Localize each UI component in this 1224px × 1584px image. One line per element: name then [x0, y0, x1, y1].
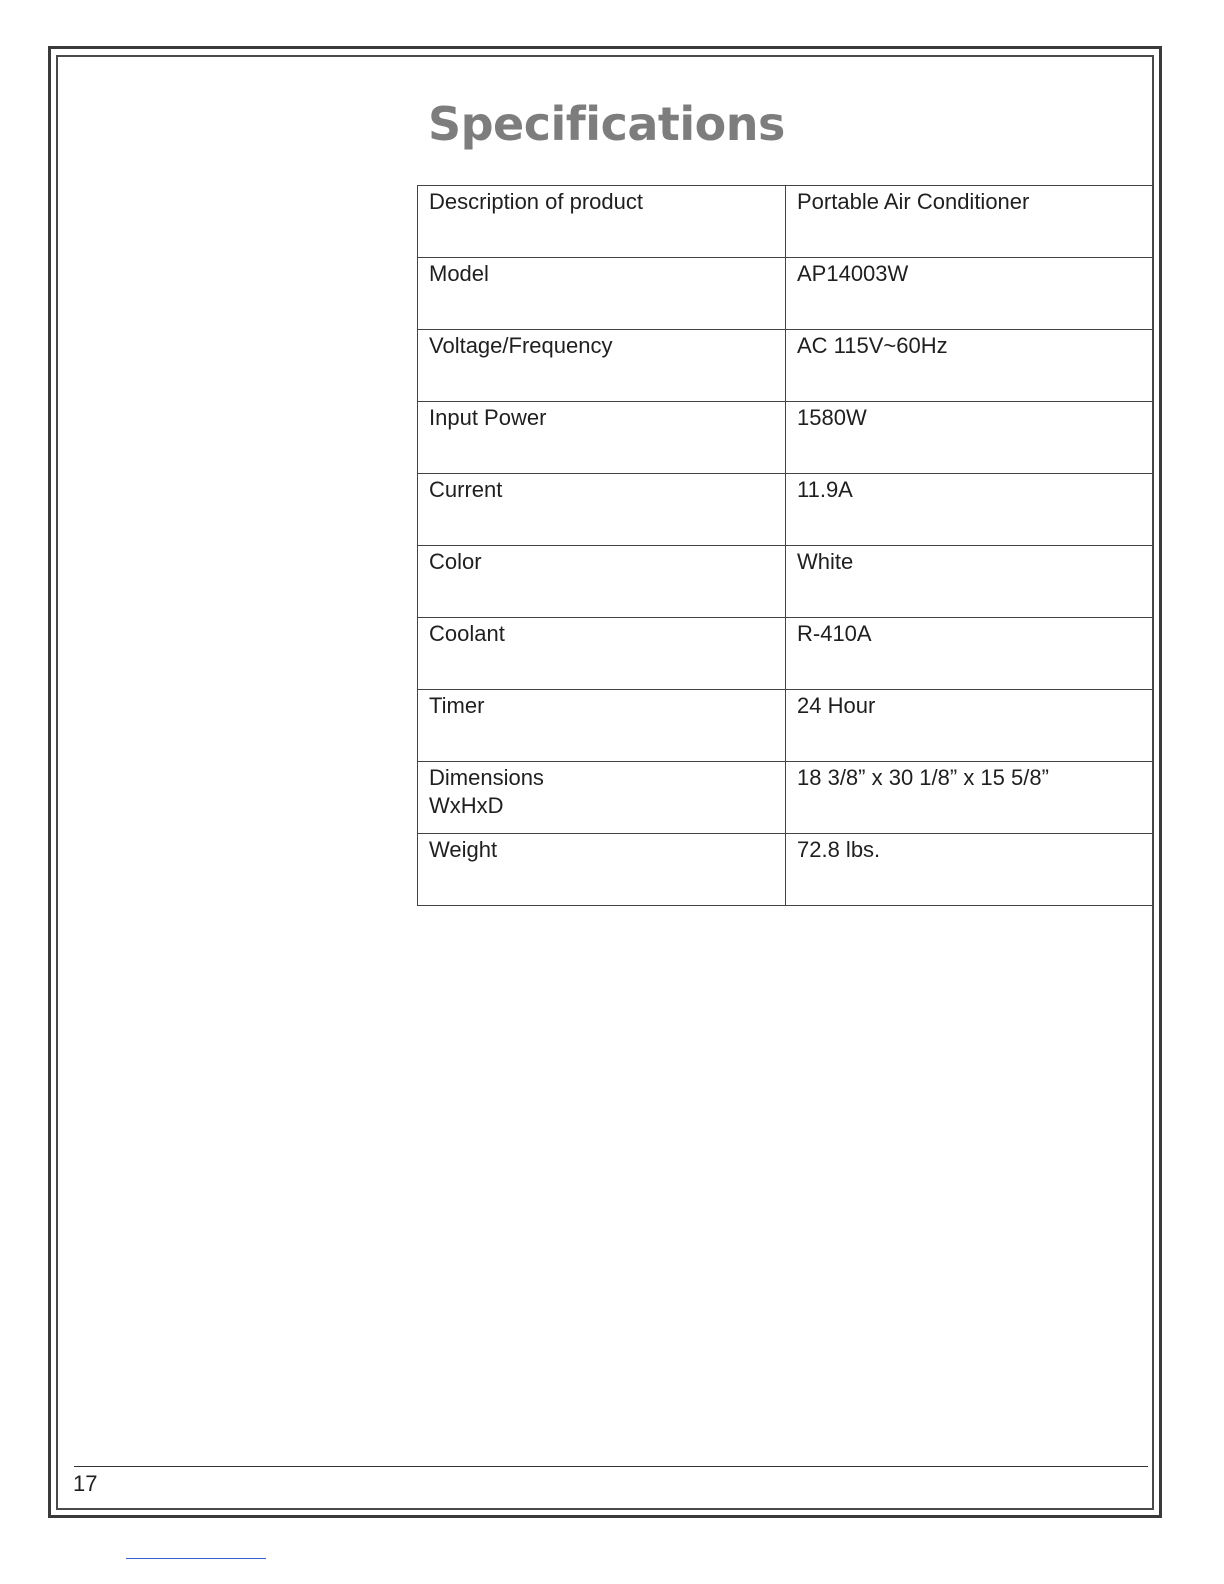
table-row — [418, 618, 1154, 690]
table-row — [418, 546, 1154, 618]
spec-label: Current — [429, 477, 503, 502]
spec-value-cell — [786, 834, 1154, 906]
page-title: Specifications — [428, 97, 785, 151]
spec-value-cell — [786, 762, 1154, 834]
spec-label-cell — [418, 618, 786, 690]
spec-value-cell — [786, 402, 1154, 474]
spec-value-cell — [786, 474, 1154, 546]
spec-value: 1580W — [797, 405, 867, 430]
spec-value: R-410A — [797, 621, 872, 646]
table-row — [418, 402, 1154, 474]
spec-label-cell — [418, 186, 786, 258]
spec-label-cell — [418, 258, 786, 330]
spec-label-cell — [418, 834, 786, 906]
spec-value-cell — [786, 330, 1154, 402]
spec-label-cell — [418, 402, 786, 474]
table-row — [418, 762, 1154, 834]
spec-value-cell — [786, 690, 1154, 762]
spec-label: Voltage/Frequency — [429, 333, 613, 358]
table-row — [418, 474, 1154, 546]
spec-value: AC 115V~60Hz — [797, 333, 948, 358]
spec-label: Dimensions WxHxD — [429, 765, 544, 818]
table-row — [418, 258, 1154, 330]
spec-value: 72.8 lbs. — [797, 837, 881, 862]
spec-label: Timer — [429, 693, 485, 718]
spec-value-cell — [786, 546, 1154, 618]
spec-value: White — [797, 549, 854, 574]
page-number: 17 — [73, 1471, 98, 1496]
spec-value-cell — [786, 258, 1154, 330]
table-row — [418, 330, 1154, 402]
spec-value-cell — [786, 186, 1154, 258]
spec-value: AP14003W — [797, 261, 909, 286]
table-row — [418, 690, 1154, 762]
specifications-table — [417, 185, 1154, 906]
spec-label-cell — [418, 546, 786, 618]
spec-label-cell — [418, 474, 786, 546]
spec-value-cell — [786, 618, 1154, 690]
spec-label: Model — [429, 261, 489, 286]
spec-label-cell — [418, 762, 786, 834]
spec-value: 24 Hour — [797, 693, 876, 718]
spec-label-cell — [418, 690, 786, 762]
spec-label: Coolant — [429, 621, 505, 646]
spec-value: 11.9A — [797, 477, 853, 502]
spec-label: Description of product — [429, 189, 643, 214]
footer-divider — [74, 1466, 1148, 1467]
spec-label-cell — [418, 330, 786, 402]
spec-label: Color — [429, 549, 482, 574]
scan-underline-mark — [126, 1558, 266, 1559]
spec-value: Portable Air Conditioner — [797, 189, 1030, 214]
table-row — [418, 834, 1154, 906]
spec-value: 18 3/8” x 30 1/8” x 15 5/8” — [797, 765, 1049, 790]
spec-label: Weight — [429, 837, 498, 862]
table-row — [418, 186, 1154, 258]
spec-label: Input Power — [429, 405, 547, 430]
